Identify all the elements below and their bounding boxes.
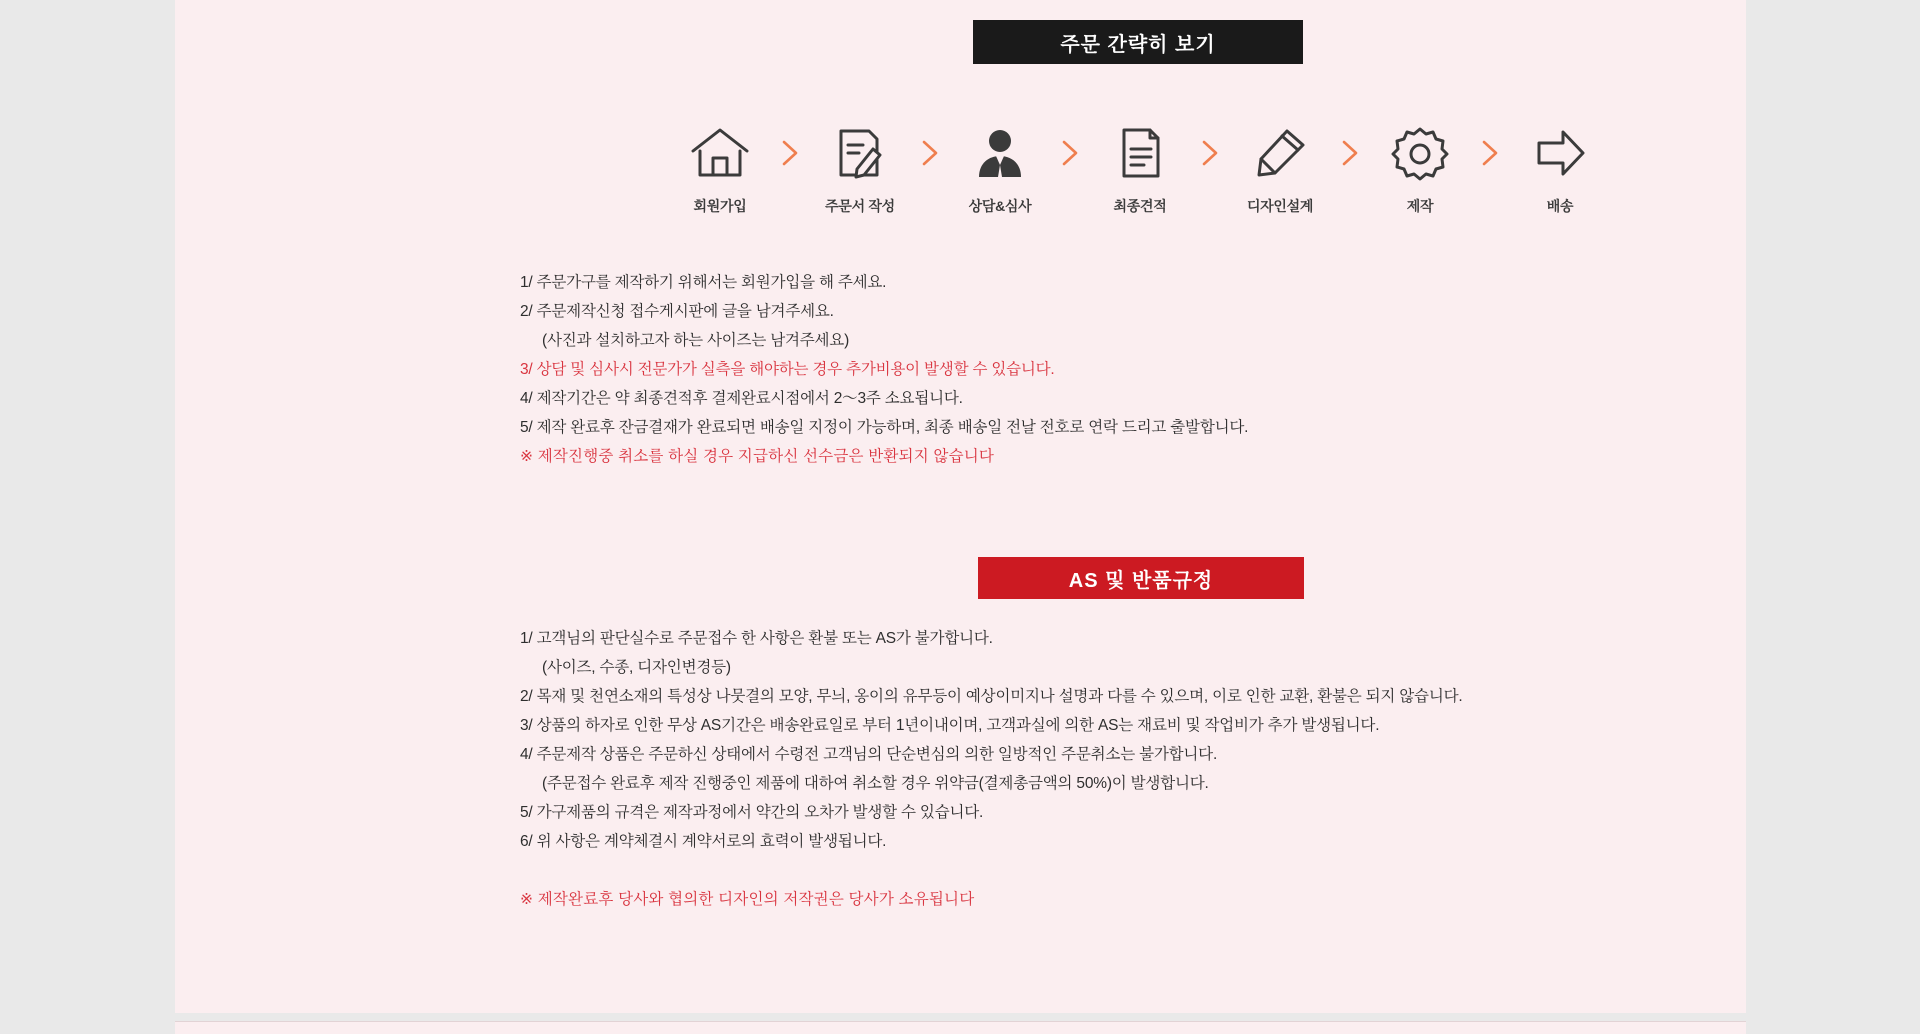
step-label: 최종견적: [1113, 198, 1167, 214]
home-icon: [689, 122, 751, 184]
step-final-quote: [1092, 122, 1188, 216]
order-notice-list: [520, 268, 1720, 471]
as-copyright-note: ※ 제작완료후 당사와 협의한 디자인의 저작권은 당사가 소유됩니다: [520, 891, 975, 908]
step-membership: [672, 122, 768, 216]
list-item: 4/ 주문제작 상품은 주문하신 상태에서 수령전 고객님의 단순변심의 의한 일방적인 주문취소는 불가합니다.: [520, 746, 1218, 763]
step-label: 배송: [1546, 198, 1574, 214]
step-label: 회원가입: [693, 198, 747, 214]
step-label: 주문서 작성: [825, 198, 895, 214]
list-spacer: [520, 856, 1820, 885]
step-order-form: [812, 122, 908, 216]
chevron-right-icon: [1048, 122, 1092, 184]
chevron-right-icon: [1188, 122, 1232, 184]
order-section-banner: [973, 20, 1303, 64]
step-label: 제작: [1406, 198, 1434, 214]
page-bottom-strip: [175, 1021, 1746, 1034]
chevron-right-icon: [1468, 122, 1512, 184]
list-item: (사진과 설치하고자 하는 사이즈는 남겨주세요): [542, 332, 850, 349]
list-item: 3/ 상품의 하자로 인한 무상 AS기간은 배송완료일로 부터 1년이내이며, 고객과실에 의한 AS는 재료비 및 작업비가 추가 발생됩니다.: [520, 717, 1380, 734]
step-label: 상담&심사: [968, 198, 1032, 214]
list-item: (주문접수 완료후 제작 진행중인 제품에 대하여 취소할 경우 위약금(결제총금액의 50%)이 발생합니다.: [542, 775, 1209, 792]
step-consultation: [952, 122, 1048, 216]
as-notice-list: [520, 624, 1820, 914]
step-design: [1232, 122, 1328, 216]
list-item: 6/ 위 사항은 계약체결시 계약서로의 효력이 발생됩니다.: [520, 833, 887, 850]
as-section-banner: [978, 557, 1304, 599]
list-item: 5/ 가구제품의 규격은 제작과정에서 약간의 오차가 발생할 수 있습니다.: [520, 804, 984, 821]
document-pen-icon: [829, 122, 891, 184]
list-item: 1/ 주문가구를 제작하기 위해서는 회원가입을 해 주세요.: [520, 274, 887, 291]
list-item: 2/ 주문제작신청 접수게시판에 글을 남겨주세요.: [520, 303, 834, 320]
list-item: (사이즈, 수종, 디자인변경등): [542, 659, 731, 676]
content-panel: [175, 0, 1746, 1013]
list-item: 5/ 제작 완료후 잔금결재가 완료되면 배송일 지정이 가능하며, 최종 배송일 전날 전호로 연락 드리고 출발합니다.: [520, 419, 1249, 436]
gear-icon: [1389, 122, 1451, 184]
step-delivery: [1512, 122, 1608, 216]
list-item: 4/ 제작기간은 약 최종견적후 결제완료시점에서 2〜3주 소요됩니다.: [520, 390, 963, 407]
as-banner-title: AS 및 반품규정: [1068, 569, 1214, 592]
file-lines-icon: [1109, 122, 1171, 184]
chevron-right-icon: [1328, 122, 1372, 184]
step-manufacture: [1372, 122, 1468, 216]
process-steps: [645, 122, 1635, 232]
step-label: 디자인설계: [1246, 198, 1314, 214]
order-banner-title: 주문 간략히 보기: [1060, 33, 1216, 56]
list-item: 3/ 상담 및 심사시 전문가가 실측을 해야하는 경우 추가비용이 발생할 수 있습니다.: [520, 361, 1055, 378]
arrow-right-outline-icon: [1529, 122, 1591, 184]
list-item: 1/ 고객님의 판단실수로 주문접수 한 사항은 환불 또는 AS가 불가합니다.: [520, 630, 993, 647]
chevron-right-icon: [908, 122, 952, 184]
consultant-person-icon: [969, 122, 1031, 184]
order-warning-note: ※ 제작진행중 취소를 하실 경우 지급하신 선수금은 반환되지 않습니다: [520, 448, 995, 465]
list-item: 2/ 목재 및 천연소재의 특성상 나뭇결의 모양, 무늬, 옹이의 유무등이 예상이미지나 설명과 다를 수 있으며, 이로 인한 교환, 환불은 되지 않습니다.: [520, 688, 1463, 705]
marker-pen-icon: [1249, 122, 1311, 184]
chevron-right-icon: [768, 122, 812, 184]
